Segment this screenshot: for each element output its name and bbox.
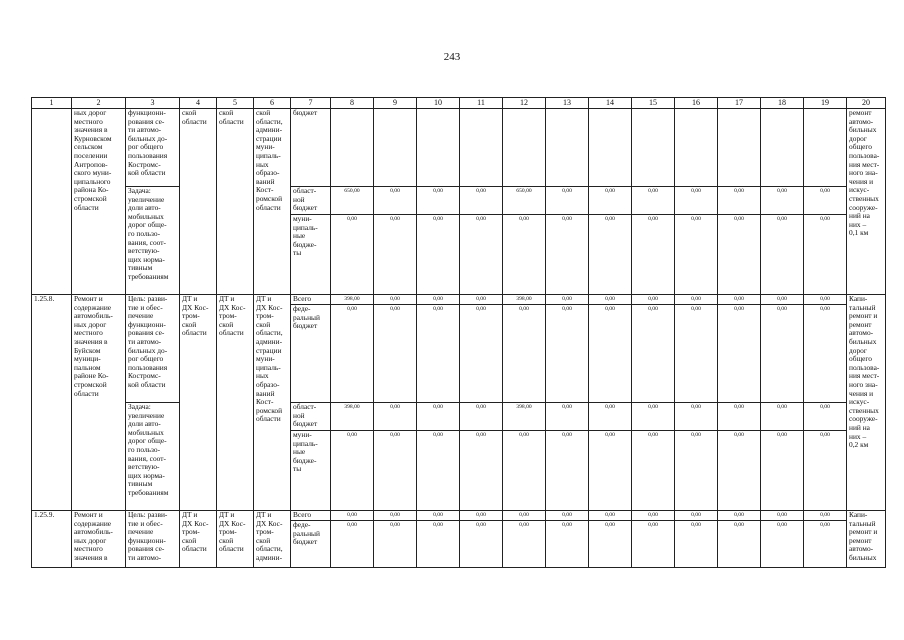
value-cell: 0,00: [804, 403, 847, 431]
row-number-cell: 1.25.8.: [32, 295, 72, 511]
goal-cell: функционн- рования се- ти автомо- бильных до- рог общего пользования Костромс- кой области: [126, 109, 180, 187]
value-cell: 0,00: [761, 187, 804, 215]
value-cell: 0,00: [460, 215, 503, 295]
value-cell: 0,00: [761, 215, 804, 295]
expected-result-cell: Капи- тальный ремонт и ремонт автомо- бильных: [847, 511, 886, 568]
header-cell: 17: [718, 98, 761, 109]
value-cell: 0,00: [417, 511, 460, 521]
value-cell: 0,00: [589, 215, 632, 295]
value-cell: 0,00: [374, 215, 417, 295]
value-cell: 0,00: [632, 403, 675, 431]
value-cell: 0,00: [675, 187, 718, 215]
header-row: [32, 98, 886, 109]
value-cell: 0,00: [718, 403, 761, 431]
value-cell: 0,00: [804, 295, 847, 305]
value-cell: 0,00: [417, 403, 460, 431]
value-cell: 0,00: [761, 403, 804, 431]
value-cell: 0,00: [331, 215, 374, 295]
value-cell: 0,00: [718, 521, 761, 568]
value-cell: [546, 109, 589, 187]
value-cell: 0,00: [546, 295, 589, 305]
value-cell: 0,00: [675, 431, 718, 511]
value-cell: 0,00: [546, 215, 589, 295]
value-cell: 0,00: [460, 511, 503, 521]
value-cell: [331, 109, 374, 187]
header-cell: 3: [126, 98, 180, 109]
value-cell: 0,00: [589, 295, 632, 305]
executor-cell: ДТ и ДХ Кос- тром- ской области: [217, 295, 254, 511]
value-cell: 0,00: [503, 511, 546, 521]
participants-cell: ской области, админи- страции муни- ципаль- ных образо- ваний Кост- ромской области: [254, 109, 291, 295]
value-cell: [374, 109, 417, 187]
header-cell: 13: [546, 98, 589, 109]
executor-cell: ской области: [217, 109, 254, 295]
value-cell: 0,00: [632, 431, 675, 511]
value-cell: 0,00: [417, 215, 460, 295]
value-cell: [417, 109, 460, 187]
value-cell: 0,00: [632, 295, 675, 305]
header-cell: 16: [675, 98, 718, 109]
value-cell: 0,00: [761, 295, 804, 305]
funding-source-cell: муни- ципаль- ные бюдже- ты: [291, 431, 331, 511]
table-row: [32, 187, 886, 215]
header-cell: 19: [804, 98, 847, 109]
value-cell: 0,00: [546, 521, 589, 568]
value-cell: 0,00: [804, 187, 847, 215]
header-cell: 20: [847, 98, 886, 109]
value-cell: 0,00: [460, 295, 503, 305]
value-cell: 0,00: [546, 305, 589, 403]
goal-cell: Цель: разви- тие и обес- печение функционн- рования се- ти автомо-: [126, 511, 180, 568]
value-cell: [503, 109, 546, 187]
table-row: [32, 403, 886, 431]
value-cell: 0,00: [417, 521, 460, 568]
header-cell: 5: [217, 98, 254, 109]
header-cell: 10: [417, 98, 460, 109]
header-cell: 9: [374, 98, 417, 109]
value-cell: 0,00: [331, 521, 374, 568]
value-cell: 0,00: [589, 431, 632, 511]
value-cell: 0,00: [632, 521, 675, 568]
executor-cell: ДТ и ДХ Кос- тром- ской области: [180, 295, 217, 511]
header-cell: 15: [632, 98, 675, 109]
executor-cell: ДТ и ДХ Кос- тром- ской области: [180, 511, 217, 568]
value-cell: 0,00: [632, 187, 675, 215]
measure-name-cell: Ремонт и содержание автомобиль- ных дорог местного значения в: [72, 511, 126, 568]
expected-result-cell: Капи- тальный ремонт и ремонт автомо- бильных дорог общего пользова- ния мест- ного зна- чения и искус- ственных сооруже- ний на них – 0,2 км: [847, 295, 886, 511]
value-cell: 0,00: [804, 215, 847, 295]
budget-table: [31, 97, 886, 568]
value-cell: 0,00: [546, 431, 589, 511]
funding-source-cell: област- ной бюджет: [291, 187, 331, 215]
value-cell: [761, 109, 804, 187]
value-cell: 0,00: [460, 403, 503, 431]
value-cell: 0,00: [589, 511, 632, 521]
value-cell: 0,00: [589, 187, 632, 215]
value-cell: 0,00: [374, 431, 417, 511]
value-cell: 0,00: [589, 305, 632, 403]
value-cell: 0,00: [675, 403, 718, 431]
participants-cell: ДТ и ДХ Кос- тром- ской области, админи-: [254, 511, 291, 568]
header-cell: 11: [460, 98, 503, 109]
value-cell: 0,00: [718, 215, 761, 295]
value-cell: 0,00: [503, 431, 546, 511]
goal-cell: Цель: разви- тие и обес- печение функционн- рования се- ти автомо- бильных до- рог общего пользования Костромс- кой области: [126, 295, 180, 403]
value-cell: 0,00: [675, 215, 718, 295]
header-cell: 8: [331, 98, 374, 109]
value-cell: 0,00: [804, 521, 847, 568]
value-cell: 0,00: [718, 187, 761, 215]
header-cell: 1: [32, 98, 72, 109]
row-number-cell: 1.25.9.: [32, 511, 72, 568]
value-cell: [632, 109, 675, 187]
header-cell: 2: [72, 98, 126, 109]
value-cell: 0,00: [374, 187, 417, 215]
value-cell: 0,00: [503, 521, 546, 568]
header-cell: 14: [589, 98, 632, 109]
table-row: [32, 109, 886, 187]
funding-source-cell: феде- ральный бюджет: [291, 521, 331, 568]
funding-source-cell: феде- ральный бюджет: [291, 305, 331, 403]
value-cell: 650,00: [503, 187, 546, 215]
value-cell: 0,00: [417, 431, 460, 511]
value-cell: [718, 109, 761, 187]
value-cell: 0,00: [761, 431, 804, 511]
expected-result-cell: ремонт автомо- бильных дорог общего пользова- ния мест- ного зна- чения и искус- ственных сооруже- ний на них – 0,1 км: [847, 109, 886, 295]
value-cell: [460, 109, 503, 187]
measure-name-cell: Ремонт и содержание автомобиль- ных дорог местного значения в Буйском муници- пальном районе Ко- стромской области: [72, 295, 126, 511]
measure-name-cell: ных дорог местного значения в Курновском сельском поселении Антропов- ского муни- ципального района Ко- стромской области: [72, 109, 126, 295]
row-number-cell: [32, 109, 72, 295]
value-cell: 0,00: [804, 305, 847, 403]
value-cell: [675, 109, 718, 187]
page-number: 243: [443, 51, 461, 63]
value-cell: 0,00: [804, 431, 847, 511]
value-cell: 0,00: [503, 215, 546, 295]
value-cell: 0,00: [417, 295, 460, 305]
value-cell: [804, 109, 847, 187]
value-cell: 0,00: [460, 521, 503, 568]
value-cell: 0,00: [632, 305, 675, 403]
header-cell: 18: [761, 98, 804, 109]
value-cell: 0,00: [675, 521, 718, 568]
value-cell: 0,00: [374, 295, 417, 305]
value-cell: 0,00: [417, 187, 460, 215]
table-row: [32, 295, 886, 305]
value-cell: 0,00: [675, 511, 718, 521]
funding-source-cell: муни- ципаль- ные бюдже- ты: [291, 215, 331, 295]
executor-cell: ДТ и ДХ Кос- тром- ской области: [217, 511, 254, 568]
value-cell: 0,00: [460, 305, 503, 403]
value-cell: 0,00: [632, 511, 675, 521]
header-cell: 4: [180, 98, 217, 109]
value-cell: 0,00: [417, 305, 460, 403]
value-cell: 0,00: [675, 305, 718, 403]
header-cell: 12: [503, 98, 546, 109]
table-row: [32, 511, 886, 521]
header-cell: 6: [254, 98, 291, 109]
value-cell: [589, 109, 632, 187]
value-cell: 0,00: [546, 511, 589, 521]
value-cell: 0,00: [632, 215, 675, 295]
value-cell: 0,00: [761, 305, 804, 403]
value-cell: 0,00: [718, 431, 761, 511]
value-cell: 0,00: [546, 403, 589, 431]
value-cell: 0,00: [460, 431, 503, 511]
value-cell: 398,00: [331, 295, 374, 305]
value-cell: 0,00: [718, 305, 761, 403]
value-cell: 0,00: [374, 305, 417, 403]
value-cell: 650,00: [331, 187, 374, 215]
value-cell: 398,00: [503, 403, 546, 431]
value-cell: 0,00: [589, 521, 632, 568]
value-cell: 0,00: [675, 295, 718, 305]
header-cell: 7: [291, 98, 331, 109]
value-cell: 398,00: [331, 403, 374, 431]
value-cell: 0,00: [546, 187, 589, 215]
value-cell: 0,00: [331, 431, 374, 511]
value-cell: 0,00: [331, 305, 374, 403]
task-cell: Задача: увеличение доли авто- мобильных дорог обще- го пользо- вания, соот- ветствую- щих норма- тивным требованиям: [126, 403, 180, 511]
value-cell: 0,00: [804, 511, 847, 521]
value-cell: 0,00: [374, 403, 417, 431]
funding-source-cell: бюджет: [291, 109, 331, 187]
funding-source-cell: област- ной бюджет: [291, 403, 331, 431]
value-cell: 0,00: [503, 305, 546, 403]
value-cell: 0,00: [374, 521, 417, 568]
value-cell: 398,00: [503, 295, 546, 305]
funding-source-cell: Всего: [291, 295, 331, 305]
value-cell: 0,00: [589, 403, 632, 431]
executor-cell: ской области: [180, 109, 217, 295]
value-cell: 0,00: [718, 295, 761, 305]
value-cell: 0,00: [761, 511, 804, 521]
value-cell: 0,00: [460, 187, 503, 215]
value-cell: 0,00: [761, 521, 804, 568]
task-cell: Задача: увеличение доли авто- мобильных дорог обще- го пользо- вания, соот- ветствую- щих норма- тивным требованиям: [126, 187, 180, 295]
value-cell: 0,00: [718, 511, 761, 521]
value-cell: 0,00: [374, 511, 417, 521]
funding-source-cell: Всего: [291, 511, 331, 521]
value-cell: 0,00: [331, 511, 374, 521]
participants-cell: ДТ и ДХ Кос- тром- ской области, админи- страции муни- ципаль- ных образо- ваний Кост- ромской области: [254, 295, 291, 511]
